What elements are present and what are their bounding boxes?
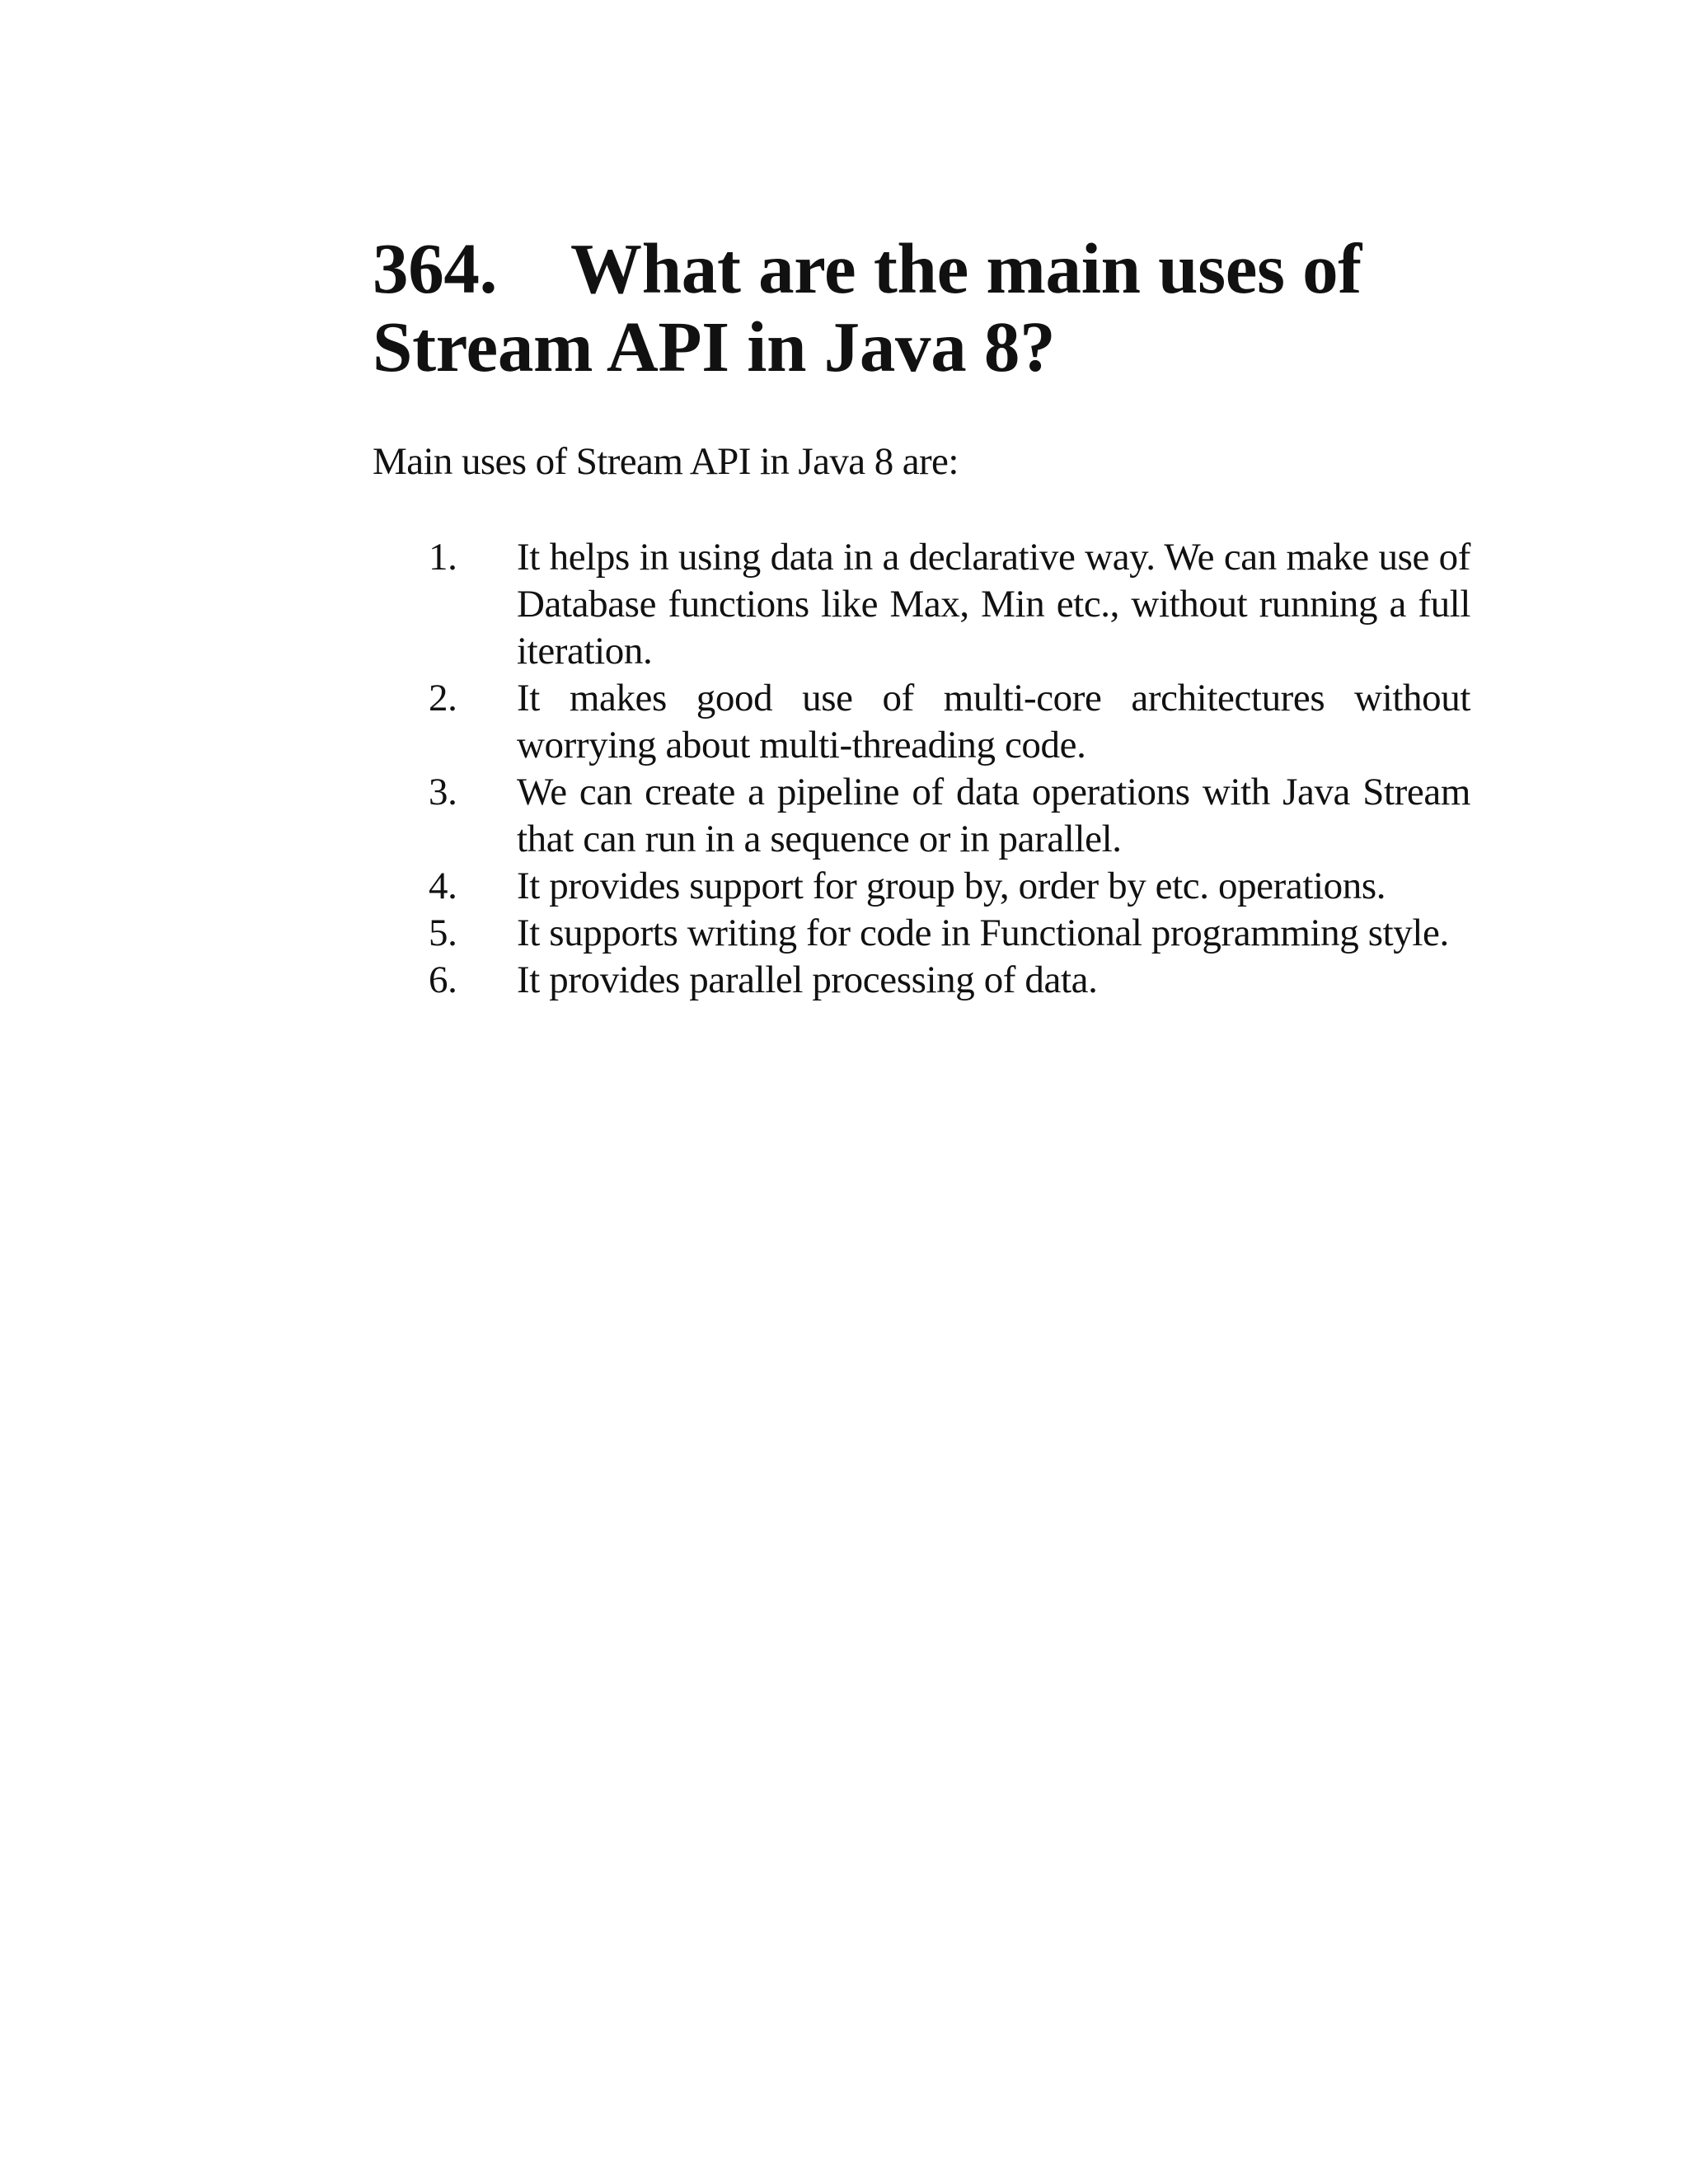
list-item-number: 4.	[429, 865, 457, 907]
question-number: 364.	[373, 228, 498, 308]
list-item-text: We can create a pipeline of data operations with Java Stream that can run in a sequence or in parallel.	[517, 771, 1470, 860]
list-item	[373, 534, 1470, 675]
list-item-number: 5.	[429, 912, 457, 954]
intro-text: Main uses of Stream API in Java 8 are:	[373, 440, 959, 483]
heading-line-2: Stream API in Java 8?	[373, 307, 1056, 387]
list-item-text: It helps in using data in a declarative way. We can make use of Database functions like Max, Min etc., without running a full iteration.	[517, 536, 1470, 673]
list-item-text: It makes good use of multi-core architectures without worrying about multi-threading code.	[517, 677, 1470, 766]
list-item-number: 6.	[429, 958, 457, 1001]
list-item	[373, 863, 1470, 910]
list-item-number: 2.	[429, 677, 457, 719]
list-item-text: It provides parallel processing of data.	[517, 958, 1098, 1001]
question-heading	[373, 229, 1485, 386]
list-item-number: 1.	[429, 536, 457, 579]
list-item	[373, 957, 1470, 1004]
list-item	[373, 675, 1470, 769]
heading-line-1: What are the main uses of	[570, 228, 1362, 308]
list-item-number: 3.	[429, 771, 457, 813]
list-item-text: It provides support for group by, order by etc. operations.	[517, 865, 1386, 907]
uses-list	[373, 534, 1470, 1004]
list-item	[373, 769, 1470, 863]
list-item	[373, 910, 1470, 957]
list-item-text: It supports writing for code in Functional programming style.	[517, 912, 1449, 954]
